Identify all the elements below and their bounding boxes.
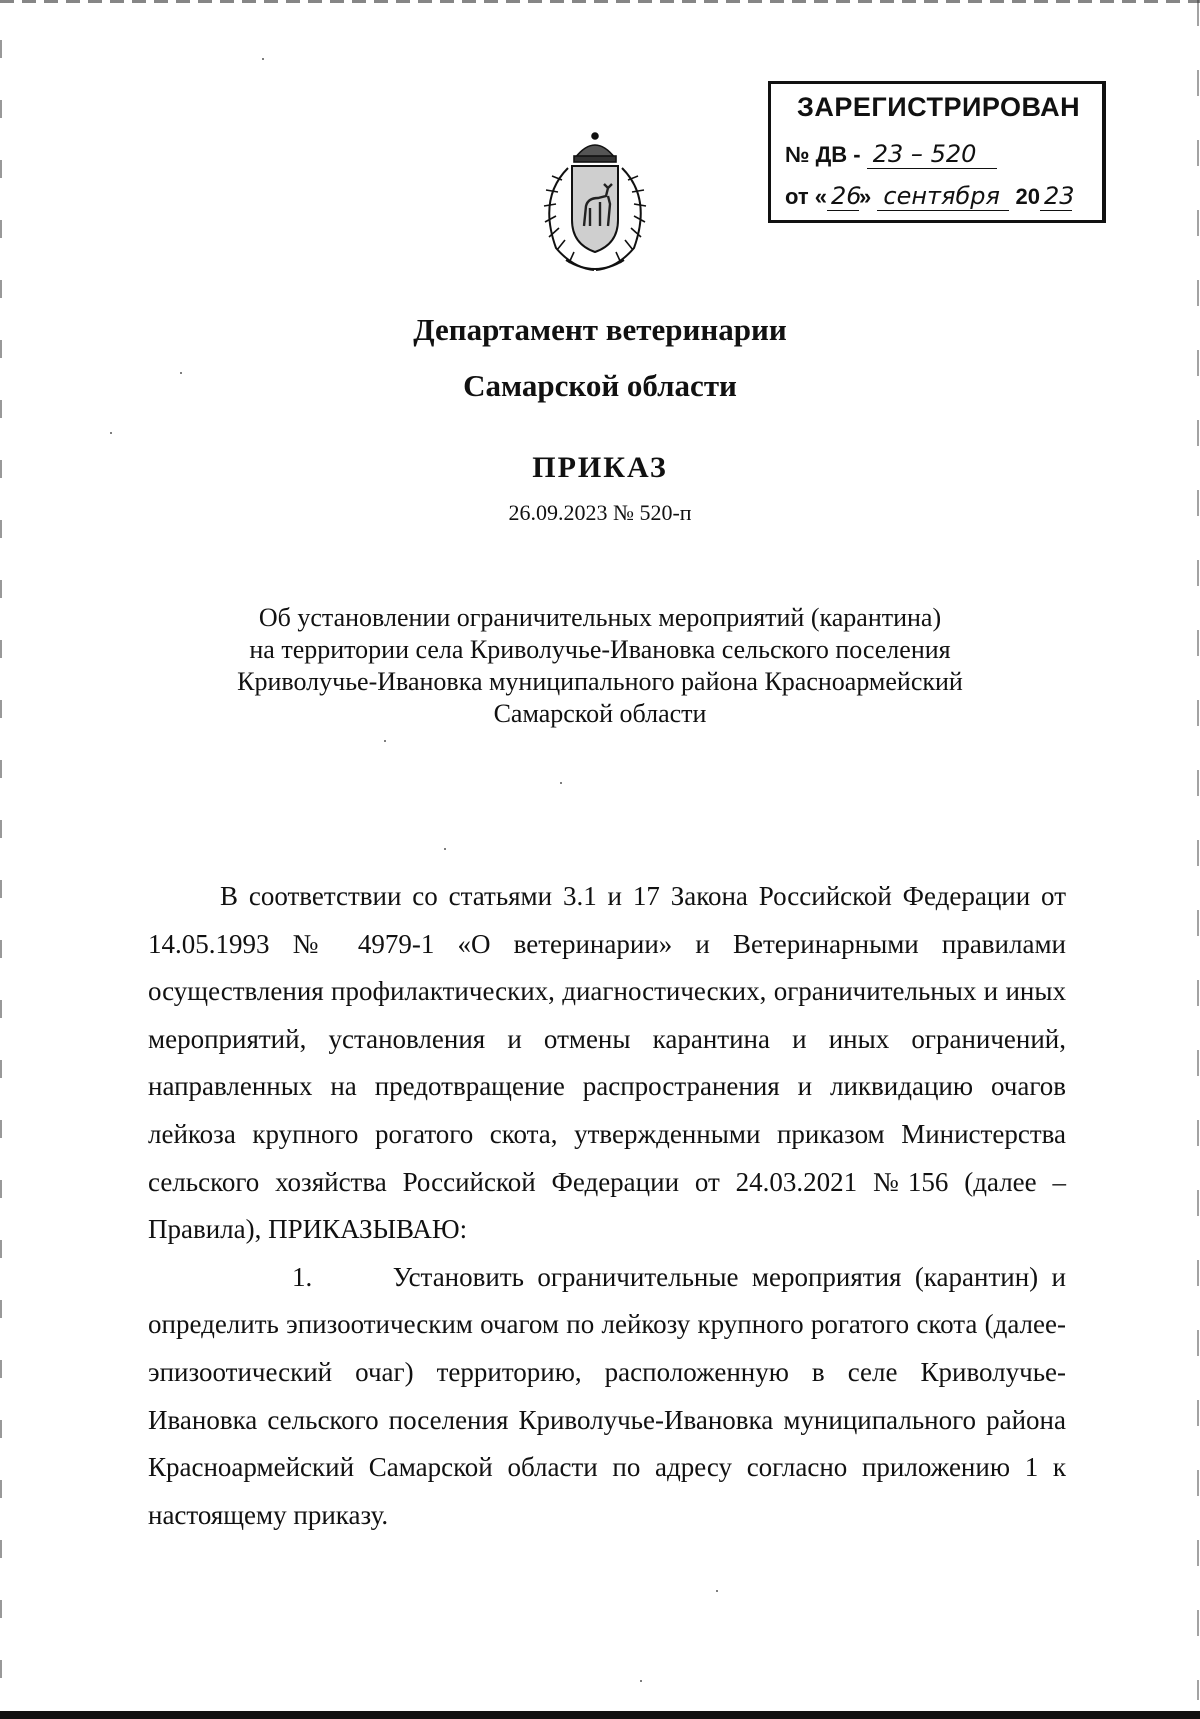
scan-speck	[640, 1680, 642, 1682]
stamp-date-day: 26	[827, 182, 859, 211]
scan-speck	[444, 848, 446, 850]
coat-of-arms-icon	[528, 128, 662, 276]
department-name-line1: Департамент ветеринарии	[413, 312, 787, 347]
scan-speck	[716, 1590, 718, 1592]
subject-line: Об установлении ограничительных мероприятий (карантина)	[258, 603, 942, 632]
subject-line: Криволучье-Ивановка муниципального района Красноармейский	[237, 667, 963, 696]
scan-edge-left	[0, 40, 2, 1680]
order-body	[148, 873, 1066, 1539]
stamp-number-row	[785, 140, 997, 169]
stamp-title: ЗАРЕГИСТРИРОВАН	[797, 92, 1081, 122]
scan-speck	[262, 58, 264, 60]
order-date-number: 26.09.2023 № 520-п	[508, 500, 692, 525]
scan-speck	[560, 782, 562, 784]
stamp-date-prefix: от «	[785, 184, 828, 209]
item-1-paragraph	[148, 1254, 1066, 1540]
registration-stamp	[768, 81, 1106, 223]
subject-line: Самарской области	[493, 699, 707, 728]
stamp-date-row	[785, 182, 1075, 211]
subject-line: на территории села Криволучье-Ивановка сельского поселения	[249, 635, 951, 664]
scan-speck	[384, 740, 386, 742]
stamp-year-prefix: 20	[1015, 184, 1040, 209]
item-1-number: 1.	[292, 1261, 313, 1292]
scan-edge-top	[0, 0, 1200, 3]
item-1-text: Установить ограничительные мероприятия (карантин) и определить эпизоотическим очагом по лейкозу крупного рогатого скота (далее-эпизоотический очаг) территорию, расположенную в селе Криволучье-Ивановка сельского поселения Криволучье-Ивановка муниципального района Красноармейский Самарской области по адресу согласно приложению 1 к настоящему приказу.	[148, 1261, 1067, 1530]
scan-edge-right	[1197, 0, 1199, 1700]
department-name-line2: Самарской области	[463, 368, 737, 403]
stamp-number-handwritten: 23 – 520	[867, 140, 997, 169]
scan-edge-bottom	[0, 1711, 1200, 1719]
stamp-year-handwritten: 23	[1040, 182, 1072, 211]
preamble-paragraph: В соответствии со статьями 3.1 и 17 Закона Российской Федерации от 14.05.1993 № 4979-1 «О ветеринарии» и Ветеринарными правилами осуществления профилактических, диагностических, ограничительных и иных мероприятий, установления и отмены карантина и иных ограничений, направленных на предотвращение распространения и ликвидацию очагов лейкоза крупного рогатого скота, утвержденными приказом Министерства сельского хозяйства Российской Федерации от 24.03.2021 №156 (далее – Правила), ПРИКАЗЫВАЮ:	[148, 881, 1066, 1245]
scan-speck	[110, 432, 112, 434]
order-title: ПРИКАЗ	[532, 451, 668, 484]
stamp-date-mid: »	[859, 184, 872, 209]
stamp-number-prefix: № ДВ -	[785, 142, 861, 167]
order-subject	[180, 602, 1020, 730]
scan-speck	[180, 372, 182, 374]
stamp-date-month: сентября	[877, 182, 1009, 211]
